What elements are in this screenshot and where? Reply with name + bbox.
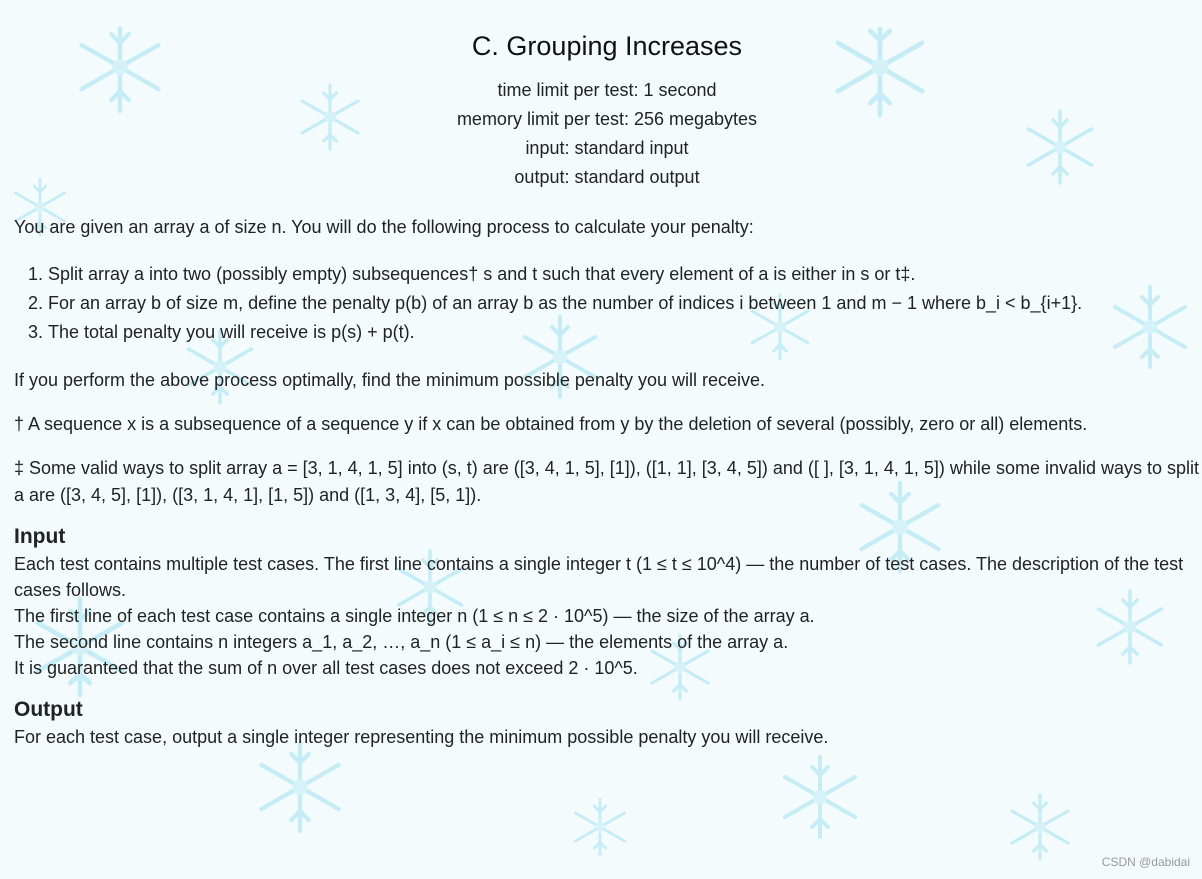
output-heading: Output bbox=[14, 698, 83, 722]
statement-intro: You are given an array a of size n. You will do the following process to calculate your penalty: bbox=[14, 217, 754, 238]
input-section bbox=[14, 551, 1200, 681]
output-spec: output: standard output bbox=[514, 167, 700, 188]
step-1: 1. Split array a into two (possibly empty) subsequences† s and t such that every element of a is either in s or t‡. bbox=[48, 260, 1200, 289]
statement-goal: If you perform the above process optimally, find the minimum possible penalty you will receive. bbox=[14, 370, 766, 391]
step-3: 3. The total penalty you will receive is p(s) + p(t). bbox=[48, 318, 1200, 347]
input-heading: Input bbox=[14, 524, 66, 548]
problem-title: C. Grouping Increases bbox=[471, 31, 743, 61]
memory-limit: memory limit per test: 256 megabytes bbox=[456, 109, 758, 130]
step-2: 2. For an array b of size m, define the penalty p(b) of an array b as the number of indices i between 1 and m − 1 where b_i < b_{i+1}. bbox=[48, 289, 1200, 318]
input-paragraph-4: It is guaranteed that the sum of n over all test cases does not exceed 2 · 10^5. bbox=[14, 657, 638, 678]
output-paragraph: For each test case, output a single integer representing the minimum possible penalty you will receive. bbox=[14, 727, 829, 748]
input-spec: input: standard input bbox=[525, 138, 689, 159]
output-section bbox=[14, 724, 1200, 750]
csdn-watermark: CSDN @dabidai bbox=[1101, 854, 1190, 869]
problem-header bbox=[14, 27, 1200, 192]
time-limit: time limit per test: 1 second bbox=[497, 80, 717, 101]
problem-page bbox=[0, 27, 1200, 750]
process-steps bbox=[14, 260, 1200, 347]
input-paragraph-1: Each test contains multiple test cases. The first line contains a single integer t (1 ≤ t ≤ 10^4) — the number of test cases. The description of the test cases follows. bbox=[14, 553, 1184, 600]
input-paragraph-2: The first line of each test case contains a single integer n (1 ≤ n ≤ 2 · 10^5) — the size of the array a. bbox=[14, 605, 815, 626]
footnote-subsequence: † A sequence x is a subsequence of a sequence y if x can be obtained from y by the deletion of several (possibly, zero or all) elements. bbox=[14, 414, 1088, 435]
footnote-split-examples: ‡ Some valid ways to split array a = [3, 1, 4, 1, 5] into (s, t) are ([3, 4, 1, 5], [1]), ([1, 1], [3, 4, 5]) and ([ ], [3, 1, 4, 1, 5]) while some invalid ways to split a are ([3, 4, 5], [1]), ([3, 1, 4, 1], [1, 5]) and ([1, 3, 4], [5, 1]). bbox=[14, 458, 1200, 505]
input-paragraph-3: The second line contains n integers a_1, a_2, …, a_n (1 ≤ a_i ≤ n) — the elements of the array a. bbox=[14, 631, 789, 652]
